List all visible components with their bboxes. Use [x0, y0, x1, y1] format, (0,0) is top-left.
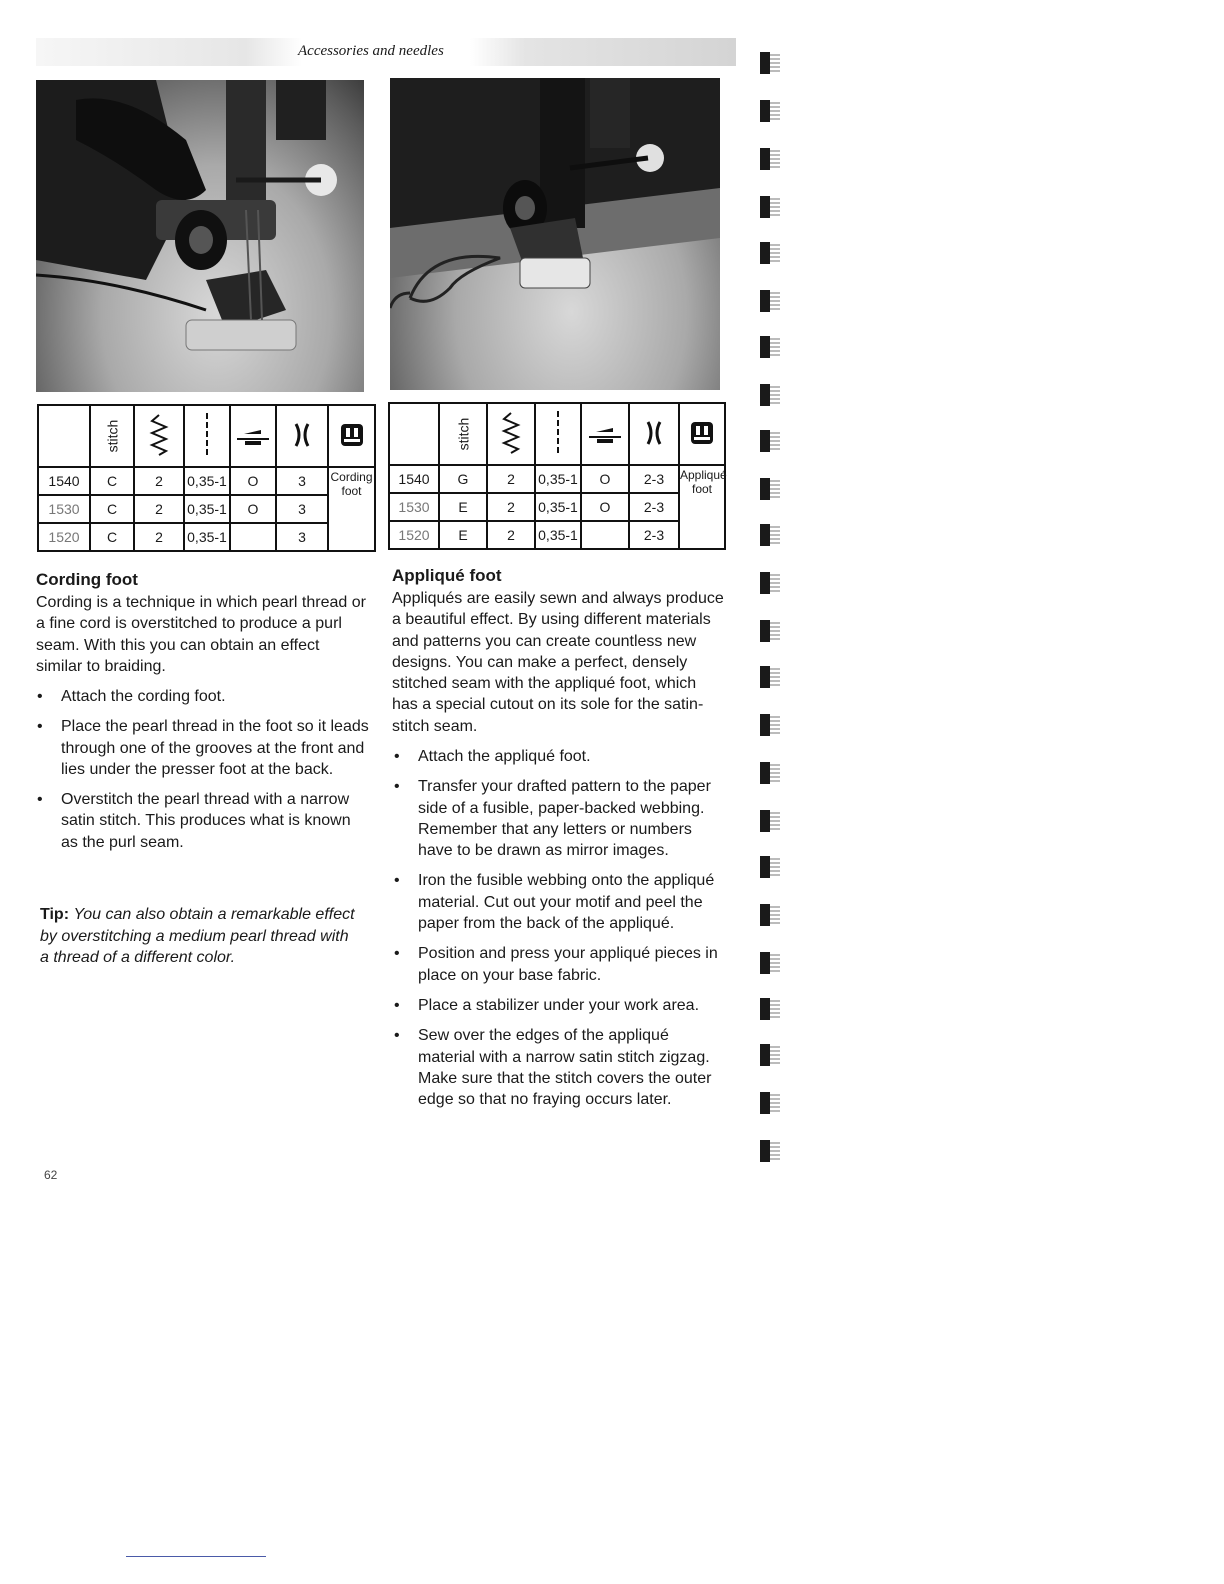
stitch-header: stitch — [439, 403, 487, 465]
table-corner — [389, 403, 439, 465]
table-corner — [38, 405, 90, 467]
page-header-title: Accessories and needles — [298, 43, 444, 59]
cording-foot-photo — [36, 80, 364, 392]
table-row: 1540 C 2 0,35-1 O 3 Cording foot — [38, 467, 375, 495]
index-tab — [760, 572, 786, 594]
index-tab — [760, 620, 786, 642]
stitch-length-icon — [535, 403, 581, 465]
applique-foot-photo — [390, 78, 720, 390]
table-row: 1530 C 2 0,35-1 O 3 — [38, 495, 375, 523]
index-tab — [760, 242, 786, 264]
footer-rule — [126, 1556, 266, 1557]
stitch-header: stitch — [90, 405, 134, 467]
stitch-width-icon — [487, 403, 535, 465]
table-row: 1540 G 2 0,35-1 O 2-3 Appliqué foot — [389, 465, 725, 493]
index-tab — [760, 952, 786, 974]
cording-foot-heading: Cording foot — [36, 570, 138, 589]
index-tab — [760, 666, 786, 688]
feed-dog-icon — [230, 405, 276, 467]
index-tab — [760, 1092, 786, 1114]
list-item: • Position and press your appliqué pieces in place on your base fabric. — [394, 945, 718, 984]
foot-name-cell: Appliqué foot — [679, 465, 725, 549]
cording-tip: Tip: You can also obtain a remarkable effect by overstitching a medium pearl thread with a thread of a different color. — [40, 906, 355, 966]
index-tab — [760, 478, 786, 500]
index-tab — [760, 336, 786, 358]
cording-intro: Cording is a technique in which pearl thread or a fine cord is overstitched to produce a purl seam. With this you can obtain an effect similar to braiding. — [36, 594, 366, 675]
index-tab — [760, 52, 786, 74]
index-tab — [760, 1140, 786, 1162]
index-tab — [760, 430, 786, 452]
thread-tension-icon — [629, 403, 679, 465]
page-number: 62 — [44, 1168, 58, 1182]
list-item: • Attach the cording foot. — [37, 688, 226, 705]
applique-foot-heading: Appliqué foot — [392, 566, 502, 585]
index-tab — [760, 196, 786, 218]
feed-dog-icon — [581, 403, 629, 465]
index-tab — [760, 384, 786, 406]
index-tab — [760, 100, 786, 122]
index-tab — [760, 524, 786, 546]
cording-settings-table — [37, 404, 376, 552]
presser-foot-icon — [328, 405, 375, 467]
index-tab — [760, 856, 786, 878]
index-tab — [760, 998, 786, 1020]
presser-foot-icon — [679, 403, 725, 465]
index-tab — [760, 904, 786, 926]
index-tab — [760, 290, 786, 312]
applique-steps — [394, 746, 726, 1119]
list-item: • Place the pearl thread in the foot so it leads through one of the grooves at the front and lies under the presser foot at the back. — [37, 718, 369, 778]
cording-steps — [37, 686, 371, 862]
index-tab — [760, 148, 786, 170]
index-tab — [760, 762, 786, 784]
foot-name-cell: Cording foot — [328, 467, 375, 551]
stitch-length-icon — [184, 405, 230, 467]
list-item: • Transfer your drafted pattern to the paper side of a fusible, paper-backed webbing. Remember that any letters or numbers have to be drawn as mirror images. — [394, 778, 711, 860]
list-item: • Overstitch the pearl thread with a narrow satin stitch. This produces what is known as the purl seam. — [37, 791, 351, 851]
list-item: • Iron the fusible webbing onto the appliqué material. Cut out your motif and peel the paper from the back of the appliqué. — [394, 872, 715, 933]
applique-settings-table — [388, 402, 726, 550]
list-item: • Place a stabilizer under your work area. — [394, 996, 700, 1014]
thread-tension-icon — [276, 405, 328, 467]
table-row: 1520 E 2 0,35-1 2-3 — [389, 521, 725, 549]
table-row: 1520 C 2 0,35-1 3 — [38, 523, 375, 551]
index-tab — [760, 1044, 786, 1066]
table-row: 1530 E 2 0,35-1 O 2-3 — [389, 493, 725, 521]
list-item: • Attach the appliqué foot. — [394, 748, 591, 765]
stitch-width-icon — [134, 405, 184, 467]
index-tab — [760, 714, 786, 736]
applique-intro: Appliqués are easily sewn and always produce a beautiful effect. By using different materials and patterns you can create countless new designs. You can make a perfect, densely stitched seam with the appliqué foot, which has a special cutout on its sole for the satin-stitch seam. — [392, 590, 724, 735]
list-item: • Sew over the edges of the appliqué material with a narrow satin stitch zigzag. Make sure that the stitch covers the outer edge so that no fraying occurs later. — [394, 1027, 712, 1109]
index-tab — [760, 810, 786, 832]
